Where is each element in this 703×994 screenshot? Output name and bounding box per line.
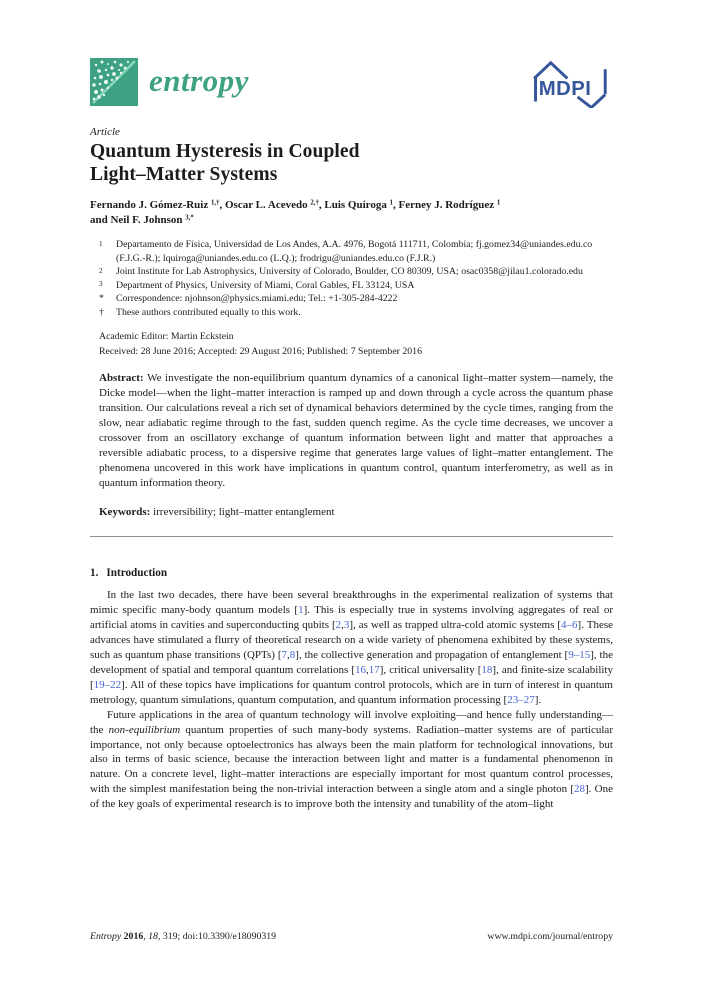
citation-link[interactable]: 7: [281, 648, 288, 661]
intro-paragraph-1: In the last two decades, there have been several breakthroughs in the experimental realization of systems that mimic specific many-body quantum models [1]. This is especially true in systems involving aggregates of real or artificial atoms in cavities and superconducting qubits [2,3], as well as trapped ultra-cold atomic systems [4–6]. These advances have stimulated a flurry of theoretical research on a wide variety of phenomena exhibited by these systems, such as quantum phase transitions (QPTs) [7,8], the collective generation and propagation of entanglement [9–15], the development of spatial and temporal quantum correlations [16,17], critical universality [18], and finite-size scalability [19–22]. All of these topics have implications for quantum control protocols, which are in turn of interest in quantum metrology, quantum simulations, quantum computation, and quantum information processing [23–27].: [90, 588, 613, 706]
affiliation-marker: †: [99, 306, 104, 318]
footer-journal-url[interactable]: www.mdpi.com/journal/entropy: [487, 931, 613, 942]
affiliation-marker: 3: [99, 280, 103, 289]
masthead: [90, 58, 613, 106]
authors-line: Fernando J. Gómez-Ruiz $^{1,\dagger}$, Oscar L. Acevedo $^{2,\dagger}$, Luis Quiroga $^1$, Ferney J. Rodríguez $^1$ and Neil F. Johnson $^{3,*}$: [90, 199, 501, 227]
citation-link[interactable]: 19–22: [93, 678, 122, 691]
entropy-logo: [90, 58, 249, 106]
affiliation-text: Departamento de Física, Universidad de Los Andes, A.A. 4976, Bogotá 111711, Colombia; fj.gomez34@uniandes.edu.co (F.J.G.-R.); lquiroga@uniandes.edu.co (L.Q.); frodrigu@uniandes.edu.co (F.J.R.): [116, 239, 593, 264]
affiliation-row: [99, 279, 613, 293]
mdpi-logo-text: MDPI: [538, 78, 592, 101]
affiliation-text: Joint Institute for Lab Astrophysics, University of Colorado, Boulder, CO 80309, USA; osac0358@jilau1.colorado.edu: [116, 266, 583, 278]
editor-block: [99, 330, 613, 359]
mdpi-logo: [531, 60, 613, 108]
citation-link[interactable]: 4–6: [561, 618, 578, 631]
citation-link[interactable]: 3: [343, 618, 350, 631]
page-title: [90, 140, 613, 186]
citation-link[interactable]: 1: [298, 603, 304, 616]
section-title: Introduction: [106, 566, 168, 579]
keywords-line: Keywords: irreversibility; light–matter entanglement: [99, 506, 335, 519]
affiliation-marker: 2: [99, 266, 103, 275]
citation-link[interactable]: 28: [573, 783, 585, 796]
citation-link[interactable]: 9–15: [568, 648, 591, 661]
title-line-1: Quantum Hysteresis in Coupled: [90, 141, 360, 162]
citation-link[interactable]: 18: [481, 663, 493, 676]
affiliation-row: [99, 306, 613, 320]
title-line-2: Light–Matter Systems: [90, 164, 278, 185]
affiliation-row: [99, 292, 613, 306]
section-number: 1.: [90, 566, 99, 579]
front-matter: [90, 238, 613, 520]
citation-link[interactable]: 23–27: [507, 693, 535, 706]
section-heading: [90, 567, 613, 579]
footer-citation: Entropy 2016, 18, 319; doi:10.3390/e18090319: [90, 931, 277, 942]
content-divider: [90, 536, 613, 537]
citation-link[interactable]: 16: [355, 663, 366, 676]
affiliation-text: Correspondence: njohnson@physics.miami.edu; Tel.: +1-305-284-4222: [116, 293, 398, 305]
entropy-logo-icon: [90, 58, 138, 106]
citation-link[interactable]: 17: [368, 663, 380, 676]
affiliation-text: These authors contributed equally to this work.: [116, 306, 301, 318]
affiliation-row: [99, 265, 613, 279]
affiliation-marker: *: [99, 293, 104, 305]
affiliations-list: [99, 238, 613, 319]
academic-editor-line: Academic Editor: Martin Eckstein: [99, 331, 234, 343]
affiliation-text: Department of Physics, University of Miami, Coral Gables, FL 33124, USA: [116, 279, 415, 291]
abstract-paragraph: Abstract: We investigate the non-equilibrium quantum dynamics of a canonical light–matter system—namely, the Dicke model—when the light–matter interaction is ramped up and down through a cycle across the quantum phase transition. Our calculations reveal a rich set of dynamical behaviors determined by the cycle times, ranging from the slow, near adiabatic regime through to the fast, sudden quench regime. As the cycle time decreases, we uncover a crossover from an oscillatory exchange of quantum information between light and matter that approaches a reversible adiabatic process, to a dispersive regime that generates large values of light–matter entanglement. The phenomena uncovered in this work have implications in quantum control, quantum interferometry, as well as in quantum information theory.: [99, 372, 613, 490]
page-footer: [90, 931, 613, 942]
citation-link[interactable]: 2: [335, 618, 342, 631]
affiliation-row: [99, 238, 613, 265]
citation-link[interactable]: 8: [289, 648, 296, 661]
affiliation-marker: 1: [99, 239, 103, 248]
intro-paragraph-2: Future applications in the area of quantum technology will involve exploiting—and hence fully understanding—the non-equilibrium quantum properties of such many-body systems. Radiation–matter systems are of particular importance, not only because optoelectronics has always been the main platform for technological innovations, but also in terms of basic science, because the interaction between light and matter is a fundamental phenomenon in nature. On a concrete level, light–matter interactions are especially important for most quantum control processes, with the simplest manifestation being the non-trivial interaction between a single atom and a single photon [28]. One of the key goals of experimental research is to improve both the intensity and tunability of the atom–light: [90, 708, 613, 811]
article-type-label: Article: [90, 126, 120, 138]
dates-line: Received: 28 June 2016; Accepted: 29 August 2016; Published: 7 September 2016: [99, 345, 422, 357]
journal-wordmark: entropy: [149, 62, 249, 98]
